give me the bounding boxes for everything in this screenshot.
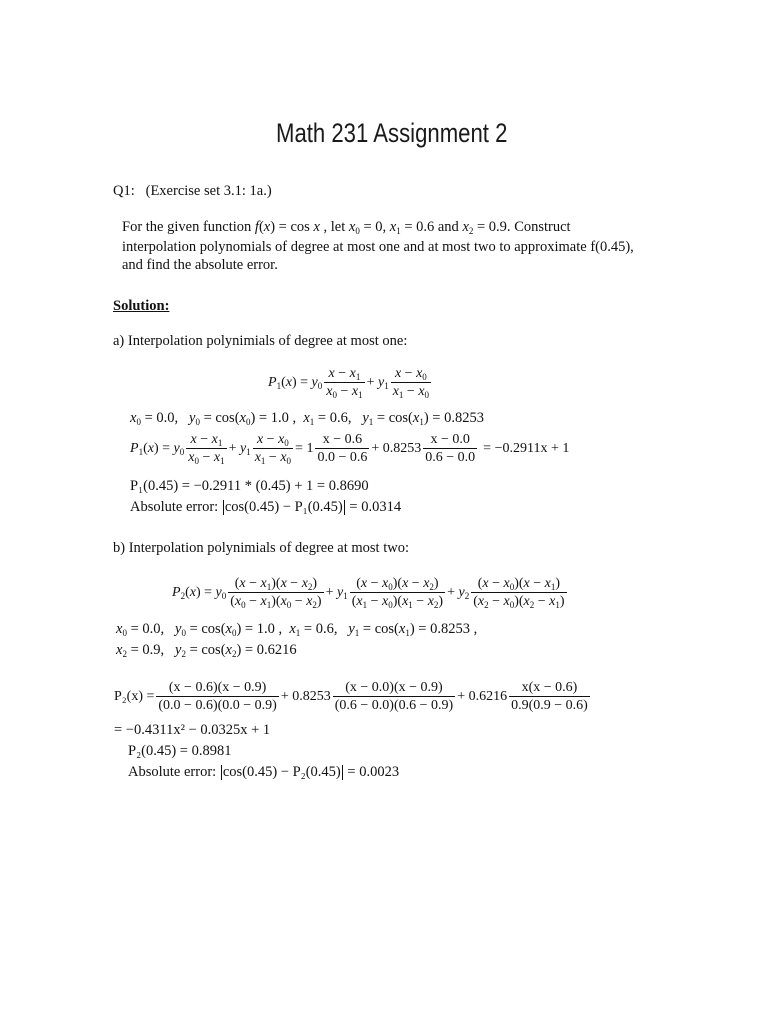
part-a-evaluation: P₁(0.45) = −0.2911 * (0.45) + 1 = 0.8690	[130, 478, 369, 494]
part-b-expanded-formula	[114, 680, 592, 713]
question-line-2: interpolation polynomials of degree at most one and at most two to approximate f(0.45),	[122, 239, 634, 255]
part-b-heading: b) Interpolation polynimials of degree at most two:	[113, 540, 409, 556]
part-b-term3-num: x(x − 0.6)	[521, 680, 578, 695]
part-a-result: = −0.2911x + 1	[483, 440, 570, 456]
question-line-1: For the given function f(x) = cos x , let $x_0 = 0$, $x_1 = 0.6$ and $x_2 = 0.9$. Construct	[122, 219, 571, 236]
part-b-evaluation: P₂(0.45) = 0.8981	[128, 743, 232, 759]
question-let: , let	[323, 219, 346, 235]
part-a-general-formula: $P_1(x) = y_0$ $\frac{x - x_1}{x_0 - x_1}$ + $y_1$ $\frac{x - x_0}{x_1 - x_0}$	[268, 366, 430, 400]
part-b-term2-den: (0.6 − 0.0)(0.6 − 0.9)	[334, 698, 454, 713]
part-a-frac1-num: x − 0.6	[322, 432, 363, 447]
question-construct: Construct	[514, 219, 571, 235]
part-b-coef-2: + 0.8253	[280, 688, 331, 704]
part-a-heading: a) Interpolation polynimials of degree at most one:	[113, 333, 408, 349]
part-a-coef: + 0.8253	[371, 440, 422, 456]
part-a-expanded-formula: $P_1(x) = y_0$ $\frac{x - x_1}{x_0 - x_1}$ + $y_1$ $\frac{x - x_0}{x_1 - x_0}$ = 1 $\frac{x - 0.6}{0.0 - 0.6}$ + 0.8253 $\frac{x - 0.0}{0.6 - 0.0}$ = −0.2911x + 1	[130, 432, 570, 466]
part-b-general-formula: $P_2(x) = y_0$ $\frac{(x - x_1)(x - x_2)}{(x_0 - x_1)(x_0 - x_2)}$ + $y_1$ $\frac{(x - x_0)(x - x_2)}{(x_1 - x_0)(x_1 - x_2)}$ + $y_2$ $\frac{(x - x_0)(x - x_1)}{(x_2 - x_0)(x_2 - x_1)}$	[172, 576, 565, 610]
part-b-term2-num: (x − 0.0)(x − 0.9)	[345, 680, 443, 695]
part-a-values: $x_0 = 0.0$, $y_0 = \cos(x_0) = 1.0$ , $x_1 = 0.6$, $y_1 = \cos(x_1) = 0.8253$	[130, 410, 484, 427]
part-a-abs-expr: cos(0.45) − P₁(0.45)	[224, 499, 343, 515]
part-b-lhs: P₂(x) =	[114, 688, 155, 704]
part-a-abs-value: = 0.0314	[349, 499, 402, 515]
part-b-values-1: $x_0 = 0.0$, $y_0 = \cos(x_0) = 1.0$ , $x_1 = 0.6$, $y_1 = \cos(x_1) = 0.8253$ ,	[116, 621, 478, 638]
part-a-equals-one: = 1	[295, 440, 314, 456]
solution-heading: Solution:	[113, 298, 170, 314]
part-b-coef-3: + 0.6216	[457, 688, 508, 704]
page-title: Math 231 Assignment 2	[276, 118, 508, 148]
question-line-3: and find the absolute error.	[122, 257, 278, 273]
part-a-absolute-error	[130, 499, 401, 516]
part-b-simplified: = −0.4311x² − 0.0325x + 1	[114, 722, 271, 738]
part-b-term1-den: (0.0 − 0.6)(0.0 − 0.9)	[158, 698, 277, 713]
part-b-term1-num: (x − 0.6)(x − 0.9)	[168, 680, 267, 695]
question-intro: For the given function	[122, 219, 252, 235]
part-a-frac2-num: x − 0.0	[430, 432, 470, 447]
question-and: and	[437, 219, 459, 235]
part-b-abs-value: = 0.0023	[347, 764, 400, 780]
part-a-frac2-den: 0.6 − 0.0	[425, 450, 476, 465]
part-b-values-2: $x_2 = 0.9$, $y_2 = \cos(x_2) = 0.6216$	[116, 642, 297, 659]
question-header	[113, 183, 272, 200]
question-label: Q1:	[113, 183, 135, 199]
part-a-frac1-den: 0.0 − 0.6	[317, 450, 368, 465]
part-b-term3-den: 0.9(0.9 − 0.6)	[511, 698, 588, 713]
part-b-abs-expr: cos(0.45) − P₂(0.45)	[222, 764, 341, 780]
question-reference: (Exercise set 3.1: 1a.)	[145, 183, 272, 199]
part-a-abs-label: Absolute error:	[130, 499, 219, 515]
part-b-absolute-error	[128, 764, 399, 781]
part-b-abs-label: Absolute error:	[128, 764, 217, 780]
